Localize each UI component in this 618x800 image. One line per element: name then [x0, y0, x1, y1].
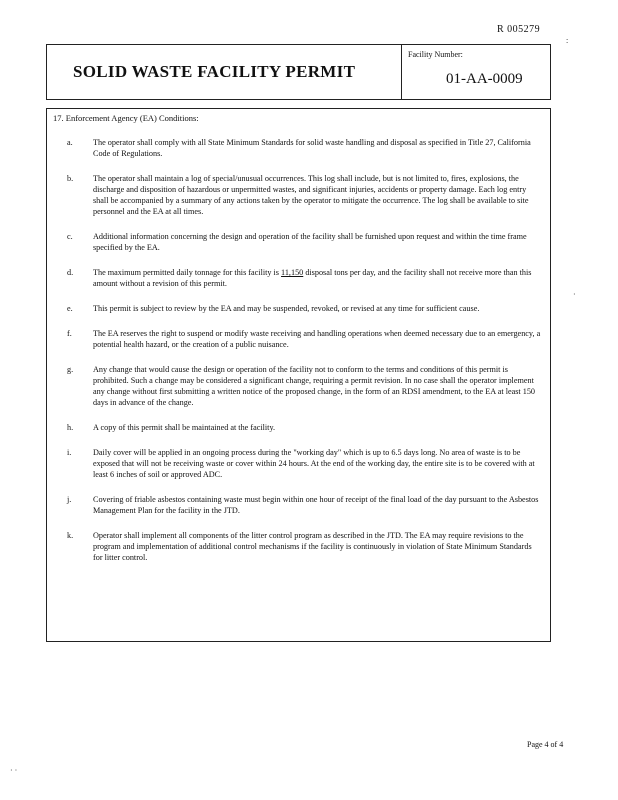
condition-letter: a.: [67, 138, 73, 147]
condition-item: [53, 137, 542, 159]
condition-item: [53, 364, 542, 408]
condition-letter: d.: [67, 268, 74, 277]
condition-text: Daily cover will be applied in an ongoing process during the "working day" which is up to 6.5 days long. No area of waste is to be exposed that will not be receiving waste or cover within 24 hours. At the end of the working day, the entire site is to be covered with at least 6 inches of soil or approved ADC.: [93, 448, 535, 479]
condition-item: [53, 173, 542, 217]
condition-letter: b.: [67, 174, 74, 183]
facility-number-box: [401, 45, 550, 99]
condition-item: [53, 231, 542, 253]
conditions-box: [46, 108, 551, 642]
condition-item: [53, 303, 542, 314]
condition-letter: c.: [67, 232, 73, 241]
condition-item: [53, 328, 542, 350]
condition-letter: k.: [67, 531, 74, 540]
condition-text: Any change that would cause the design or operation of the facility not to conform to the terms and conditions of this permit is prohibited. Such a change may be considered a significant change, requiring a permit revision. In no case shall the operator implement any change without first submitting a written notice of the proposed change, in the form of an RDSI amendment, to the EA at least 150 days in advance of the change.: [93, 365, 536, 407]
scan-mark: · ·: [10, 766, 18, 775]
condition-text: A copy of this permit shall be maintained at the facility.: [93, 423, 276, 432]
permit-title: SOLID WASTE FACILITY PERMIT: [73, 62, 356, 81]
condition-item: [53, 267, 542, 289]
condition-text: Covering of friable asbestos containing waste must begin within one hour of receipt of the final load of the day pursuant to the Asbestos Management Plan for the facility in the JTD.: [93, 495, 539, 515]
page-number: Page 4 of 4: [527, 740, 564, 749]
condition-text: This permit is subject to review by the EA and may be suspended, revoked, or revised at any time for sufficient cause.: [93, 304, 480, 313]
condition-text: The operator shall comply with all State Minimum Standards for solid waste handling and disposal as specified in Title 27, California Code of Regulations.: [93, 138, 531, 158]
condition-letter: i.: [67, 448, 72, 457]
condition-text: The EA reserves the right to suspend or modify waste receiving and handling operations when deemed necessary due to an emergency, a potential health hazard, or the creation of a public nuisance.: [93, 329, 541, 349]
facility-number-label: Facility Number:: [408, 50, 463, 59]
condition-item: [53, 422, 542, 433]
condition-item: [53, 530, 542, 563]
section-title: 17. Enforcement Agency (EA) Conditions:: [53, 113, 199, 123]
condition-text: Operator shall implement all components of the litter control program as described in the JTD. The EA may require revisions to the program and implementation of additional control mechanisms if the facility is continuously in violation of State Minimum Standards for litter control.: [93, 531, 532, 562]
condition-letter: h.: [67, 423, 74, 432]
condition-text: The operator shall maintain a log of special/unusual occurrences. This log shall include, but is not limited to, fires, explosions, the discharge and disposition of hazardous or unpermitted wastes, and significant injuries, accidents or property damage. Each log entry shall be accompanied by a summary of any actions taken by the operator to mitigate the occurrence. The log shall be available to site personnel and the EA at all times.: [93, 174, 529, 216]
condition-letter: j.: [67, 495, 72, 504]
condition-text-start: The maximum permitted daily tonnage for this facility is: [93, 268, 282, 277]
condition-letter: f.: [67, 329, 72, 338]
condition-text: [83, 267, 542, 289]
scan-mark: ·: [573, 290, 576, 299]
condition-item: [53, 447, 542, 480]
facility-number: 01-AA-0009: [446, 71, 523, 87]
condition-item: [53, 494, 542, 516]
bates-number: R 005279: [497, 24, 541, 35]
daily-tonnage-value: 11,150: [281, 268, 304, 277]
permit-header: [46, 44, 551, 100]
condition-letter: e.: [67, 304, 73, 313]
scan-mark: :: [566, 36, 569, 45]
condition-text-end: disposal tons per day, and the facility shall not receive more than this amount without a revision of this permit.: [93, 268, 532, 288]
condition-letter: g.: [67, 365, 74, 374]
condition-text: Additional information concerning the design and operation of the facility shall be furnished upon request and within the time frame specified by the EA.: [93, 232, 527, 252]
